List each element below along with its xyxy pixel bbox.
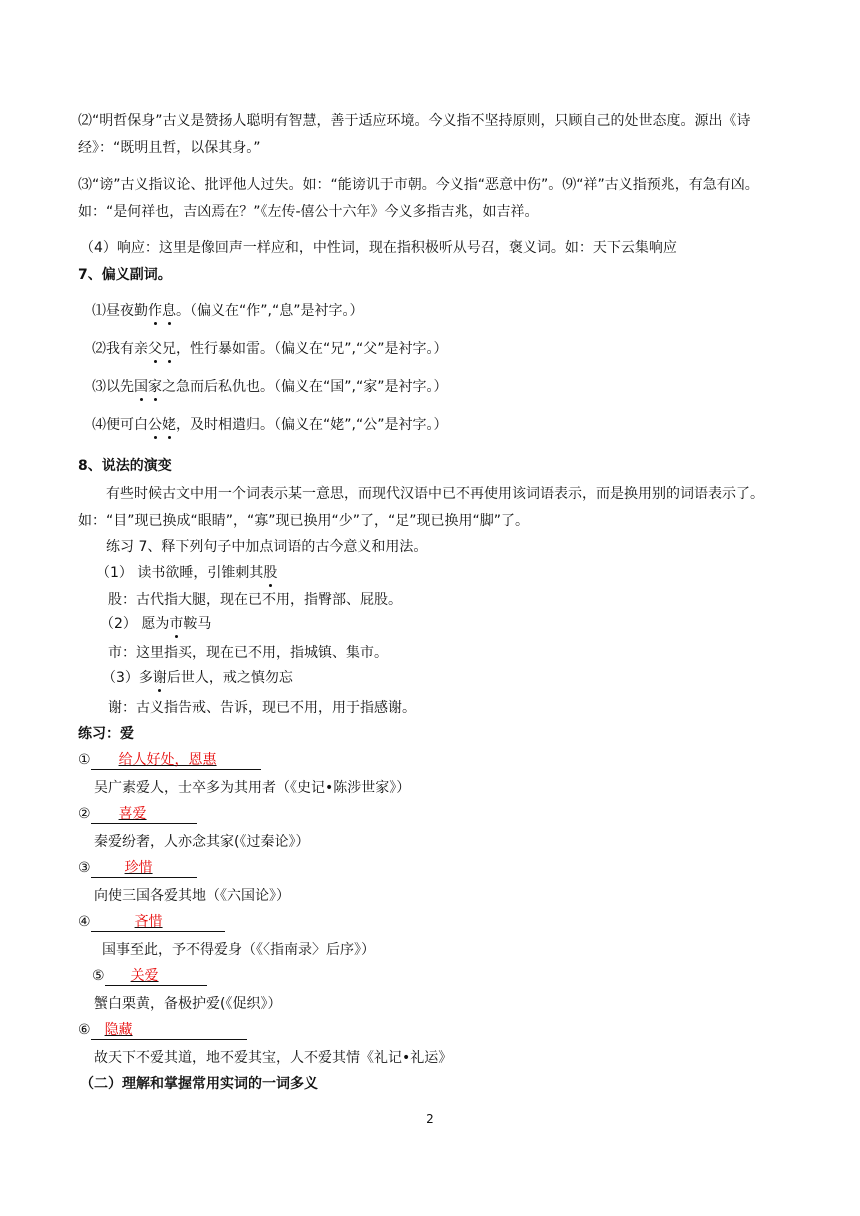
section-7-heading: 7、偏义副词。 xyxy=(78,267,172,283)
list-item: ⑵我有亲父兄，性行暴如雷。（偏义在“兄”,“父”是衬字。） xyxy=(92,341,448,357)
exercise-answer: 股：古代指大腿，现在已不用，指臀部、屁股。 xyxy=(108,592,402,608)
practice-item-1: ① 给人好处，恩惠 xyxy=(78,750,261,770)
practice-sentence: 吴广素爱人，士卒多为其用者（《史记•陈涉世家》） xyxy=(94,780,411,796)
practice-sentence: 蟹白栗黄，备极护爱(《促织》） xyxy=(94,996,282,1012)
practice-sentence: 故天下不爱其道，地不爱其宝，人不爱其情《礼记•礼运》 xyxy=(94,1050,453,1066)
practice-heading: 练习：爱 xyxy=(78,726,134,742)
paragraph-xiangying: （4）响应：这里是像回声一样应和，中性词，现在指积极听从号召，褒义词。如：天下云集响应 xyxy=(80,240,677,256)
answer-blank[interactable]: 喜爱 xyxy=(91,805,197,824)
exercise-question: （3）多谢后世人，戒之慎勿忘 xyxy=(102,670,293,686)
paragraph-bang-xiang: ⑶“谤”古义指议论、批评他人过失。如：“能谤讥于市朝。今义指“恶意中伤”。⑼“祥”古义指预兆，有急有凶。如：“是何祥也，吉凶焉在？”《左传-僖公十六年》今义多指吉兆，如吉祥。 xyxy=(78,177,759,220)
answer-blank[interactable]: 关爱 xyxy=(105,967,207,986)
page-number: 2 xyxy=(426,1112,434,1126)
exercise-answer: 市：这里指买，现在已不用，指城镇、集市。 xyxy=(108,645,388,661)
section-8-intro: 有些时候古文中用一个词表示某一意思，而现代汉语中已不再使用该词语表示，而是换用别的词语表示了。如：“目”现已换成“眼睛”，“寡”现已换用“少”了，“足”现已换用“脚”了。 xyxy=(78,486,764,529)
practice-item-4: ④ 吝惜 xyxy=(78,912,225,932)
exercise-question: （2） 愿为市鞍马 xyxy=(100,616,212,632)
practice-item-6: ⑥ 隐藏 xyxy=(78,1020,247,1040)
practice-item-2: ② 喜爱 xyxy=(78,804,197,824)
practice-sentence: 国事至此，予不得爱身（《〈指南录〉后序》） xyxy=(102,942,375,958)
paragraph-mingzhe-baoshen: ⑵“明哲保身”古义是赞扬人聪明有智慧，善于适应环境。今义指不坚持原则，只顾自己的处世态度。源出《诗经》：“既明且哲，以保其身。” xyxy=(78,113,751,156)
section-8-heading: 8、说法的演变 xyxy=(78,458,172,474)
practice-sentence: 秦爱纷奢，人亦念其家(《过秦论》） xyxy=(94,834,310,850)
exercise-answer: 谢：古义指告戒、告诉，现已不用，用于指感谢。 xyxy=(108,700,416,716)
answer-blank[interactable]: 吝惜 xyxy=(91,913,225,932)
list-item: ⑶以先国家之急而后私仇也。（偏义在“国”,“家”是衬字。） xyxy=(92,379,448,395)
exercise-7-instruction: 练习 7、释下列句子中加点词语的古今意义和用法。 xyxy=(106,539,428,555)
practice-sentence: 向使三国各爱其地（《六国论》） xyxy=(94,888,290,904)
list-item: ⑷便可白公姥，及时相遣归。（偏义在“姥”,“公”是衬字。） xyxy=(92,417,448,433)
answer-blank[interactable]: 隐藏 xyxy=(91,1021,247,1040)
list-item: ⑴昼夜勤作息。（偏义在“作”,“息”是衬字。） xyxy=(92,303,364,319)
practice-item-3: ③ 珍惜 xyxy=(78,858,197,878)
section-2-heading: （二）理解和掌握常用实词的一词多义 xyxy=(80,1076,318,1092)
answer-blank[interactable]: 珍惜 xyxy=(91,859,197,878)
answer-blank[interactable]: 给人好处，恩惠 xyxy=(91,751,261,770)
practice-item-5: ⑤ 关爱 xyxy=(92,966,207,986)
exercise-question: （1） 读书欲睡，引锥刺其股 xyxy=(96,565,278,581)
